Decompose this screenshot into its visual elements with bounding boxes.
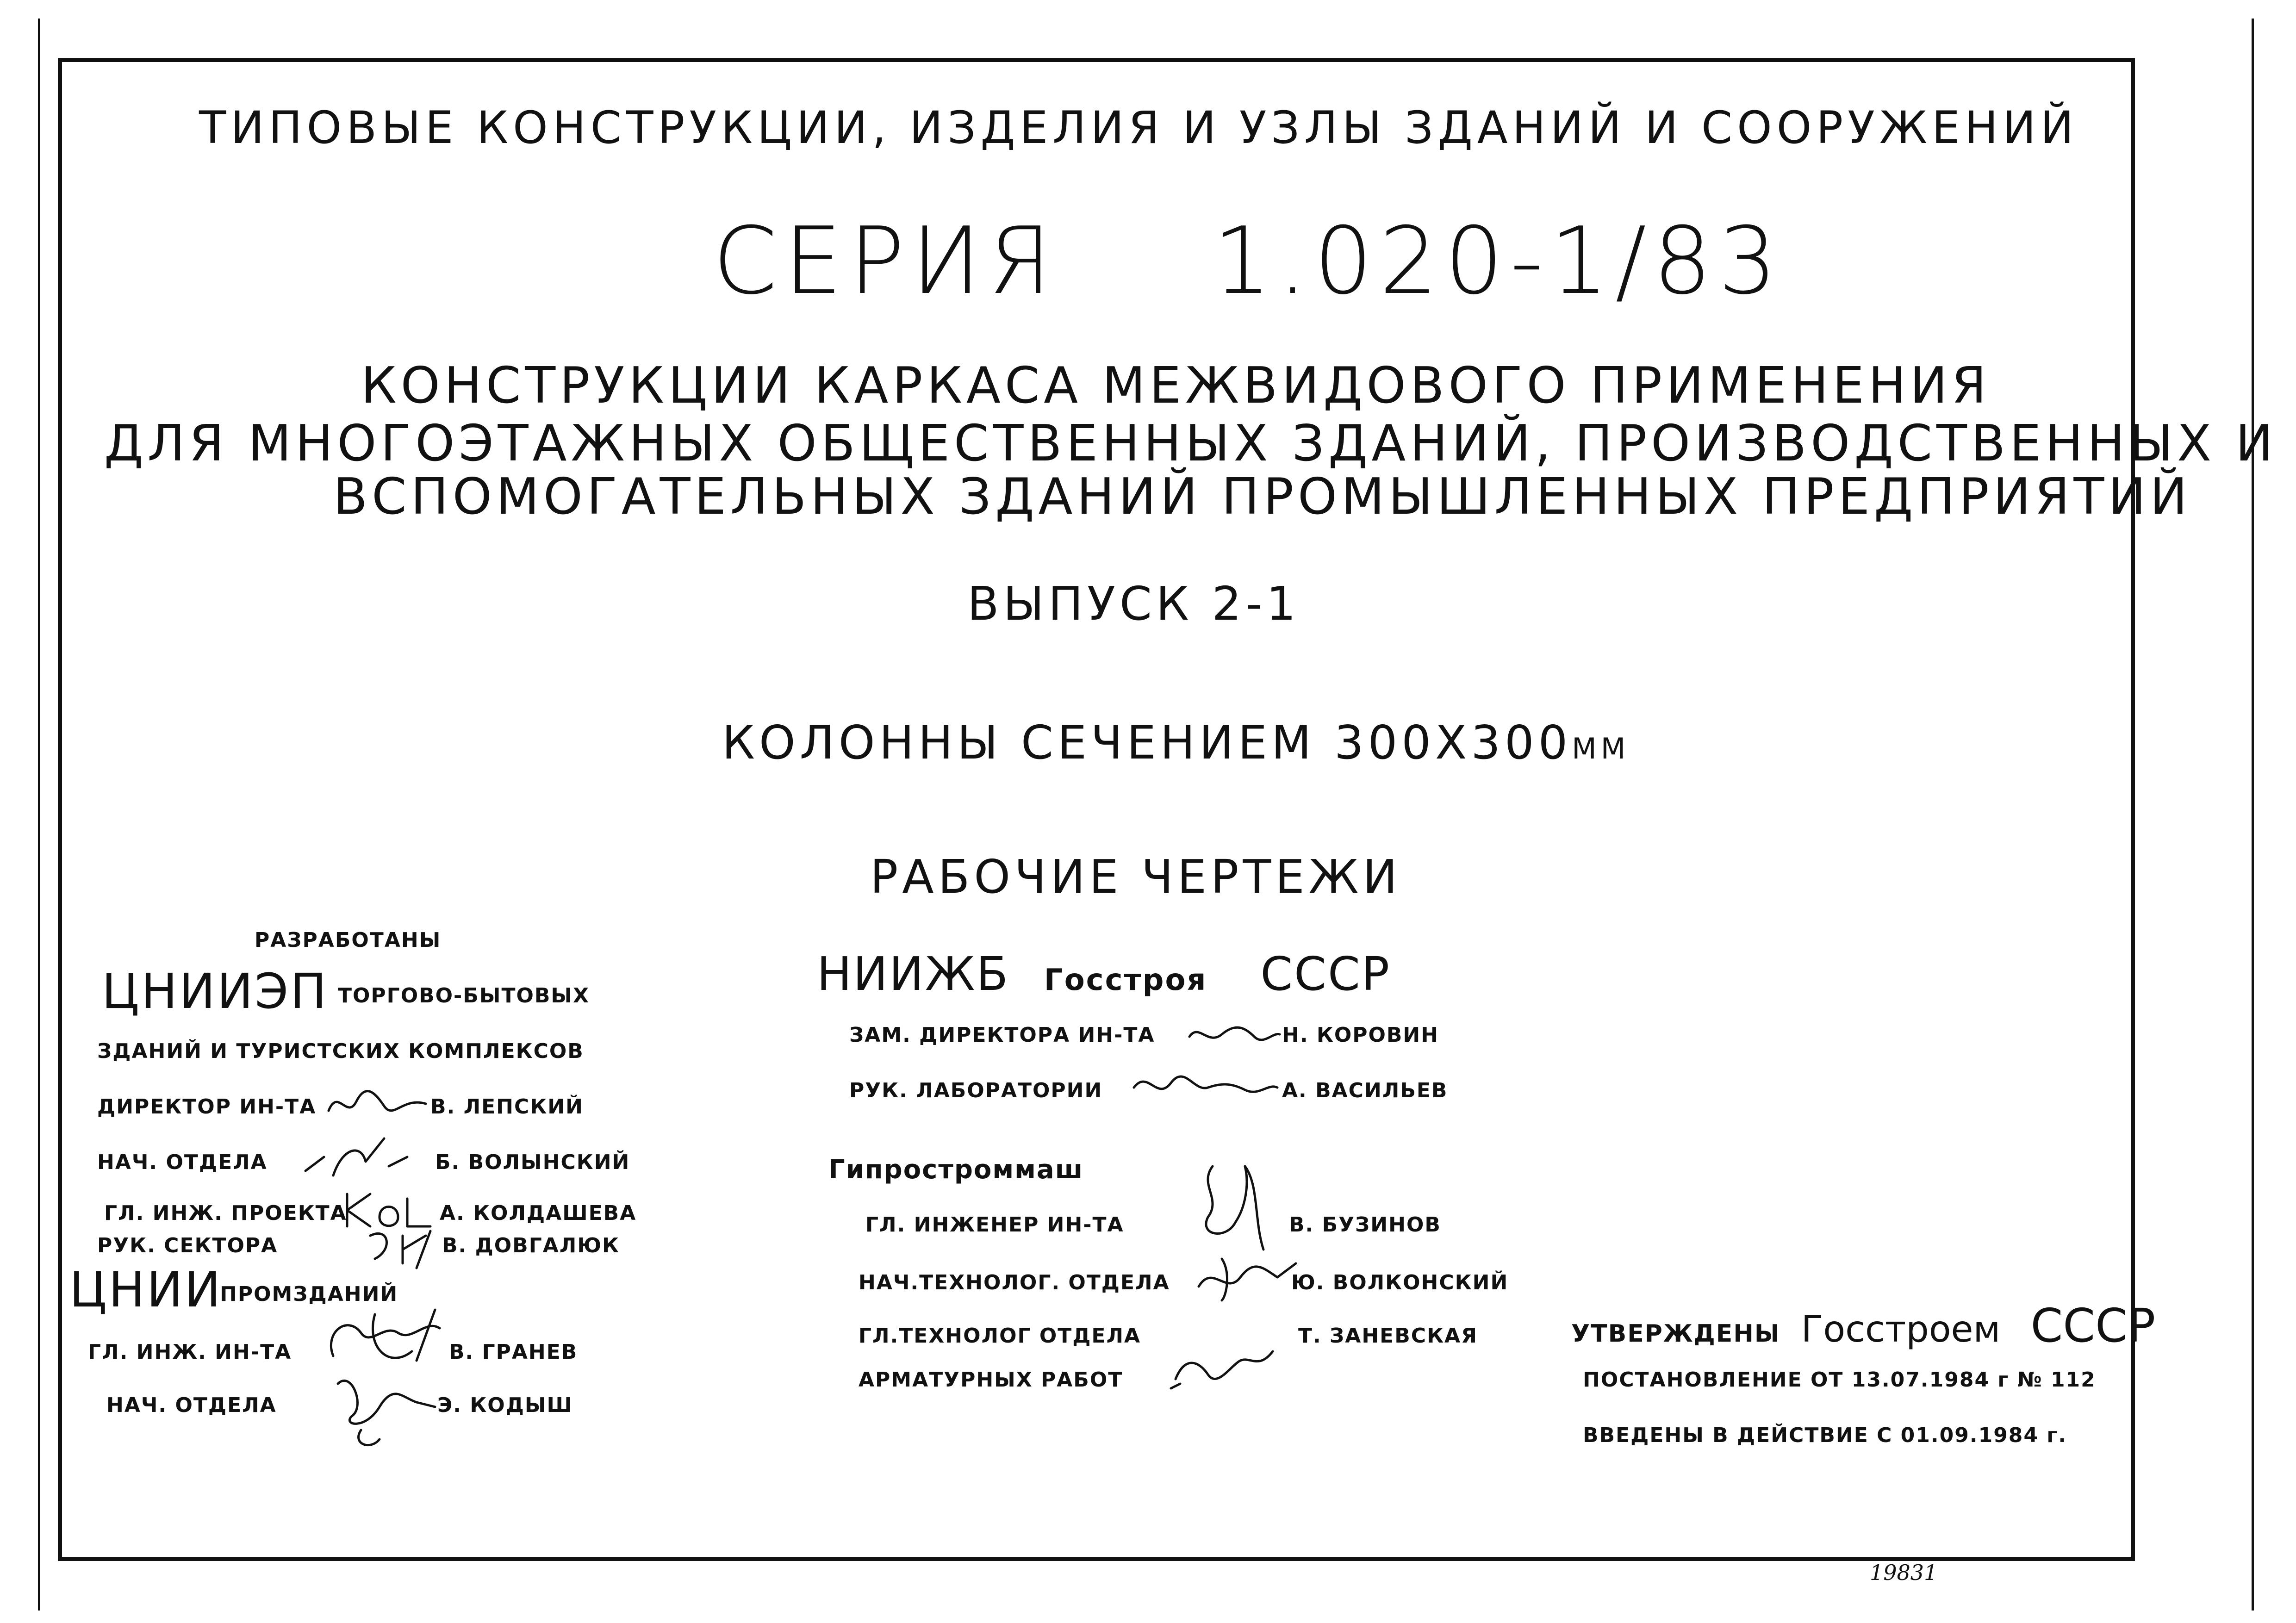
left-role-6: НАЧ. ОТДЕЛА bbox=[106, 1393, 277, 1417]
left-role-1: ДИРЕКТОР ИН-ТА bbox=[97, 1095, 317, 1119]
center-name-5: Т. ЗАНЕВСКАЯ bbox=[1298, 1324, 1478, 1348]
signature-kodysh bbox=[324, 1365, 444, 1453]
subtitle-line-3: ВСПОМОГАТЕЛЬНЫХ ЗДАНИЙ ПРОМЫШЛЕННЫХ ПРЕДПРИЯТИЙ bbox=[333, 468, 2192, 526]
approval-line bbox=[1571, 1299, 2156, 1353]
working-drawings-title: РАБОЧИЕ ЧЕРТЕЖИ bbox=[870, 850, 1402, 904]
center-role-4: НАЧ.ТЕХНОЛОГ. ОТДЕЛА bbox=[859, 1271, 1170, 1294]
left-role-3: ГЛ. ИНЖ. ПРОЕКТА bbox=[104, 1201, 347, 1225]
org-giprostrommash: Гипростроммаш bbox=[828, 1155, 1084, 1185]
left-edge-line bbox=[38, 19, 40, 1611]
signature-vasiliev bbox=[1129, 1069, 1282, 1106]
center-name-2: А. ВАСИЛЬЕВ bbox=[1282, 1079, 1448, 1102]
developed-label: РАЗРАБОТАНЫ bbox=[255, 928, 442, 952]
signature-lepsky bbox=[324, 1083, 430, 1125]
document-header: ТИПОВЫЕ КОНСТРУКЦИИ, ИЗДЕЛИЯ И УЗЛЫ ЗДАНИЙ И СООРУЖЕНИЙ bbox=[199, 102, 2078, 154]
org-tsniiep-desc-1: ТОРГОВО-БЫТОВЫХ bbox=[338, 984, 590, 1007]
approved-label: УТВЕРЖДЕНЫ bbox=[1571, 1320, 1780, 1348]
subtitle-line-2: ДЛЯ МНОГОЭТАЖНЫХ ОБЩЕСТВЕННЫХ ЗДАНИЙ, ПРОИЗВОДСТВЕННЫХ И bbox=[104, 415, 2277, 473]
center-role-5: ГЛ.ТЕХНОЛОГ ОТДЕЛА bbox=[859, 1324, 1141, 1348]
subtitle-line-1: КОНСТРУКЦИИ КАРКАСА МЕЖВИДОВОГО ПРИМЕНЕНИЯ bbox=[361, 357, 1991, 415]
signature-dovgalyuk bbox=[361, 1222, 454, 1273]
left-name-2: Б. ВОЛЫНСКИЙ bbox=[435, 1150, 630, 1174]
org-tsnii: ЦНИИ bbox=[69, 1262, 223, 1318]
org-niizhb bbox=[817, 947, 1391, 1001]
signature-volkonsky bbox=[1194, 1250, 1300, 1305]
center-name-1: Н. КОРОВИН bbox=[1282, 1023, 1439, 1047]
columns-unit: ММ bbox=[1572, 732, 1630, 765]
columns-title bbox=[722, 715, 1630, 770]
org-niizhb-name: НИИЖБ bbox=[817, 947, 1010, 1001]
center-name-3: В. БУЗИНОВ bbox=[1289, 1213, 1441, 1237]
org-tsniiep-desc-2: ЗДАНИЙ И ТУРИСТСКИХ КОМПЛЕКСОВ bbox=[97, 1039, 584, 1063]
left-name-6: Э. КОДЫШ bbox=[437, 1393, 573, 1417]
org-niizhb-sub: Госстроя bbox=[1044, 963, 1207, 997]
left-name-5: В. ГРАНЕВ bbox=[449, 1340, 578, 1364]
approved-by: Госстроем bbox=[1801, 1309, 2001, 1350]
issue-number: ВЫПУСК 2-1 bbox=[967, 577, 1300, 631]
approved-country: СССР bbox=[2030, 1299, 2156, 1353]
org-tsnii-desc: ПРОМЗДАНИЙ bbox=[220, 1282, 398, 1306]
archive-number: 19831 bbox=[1870, 1560, 1938, 1585]
signature-korovin bbox=[1185, 1018, 1282, 1051]
org-tsniiep: ЦНИИЭП bbox=[102, 963, 329, 1020]
center-role-3: ГЛ. ИНЖЕНЕР ИН-ТА bbox=[865, 1213, 1124, 1237]
right-edge-line bbox=[2252, 19, 2254, 1611]
series-label: СЕРИЯ bbox=[713, 207, 1058, 315]
left-role-2: НАЧ. ОТДЕЛА bbox=[97, 1150, 268, 1174]
center-role-2: РУК. ЛАБОРАТОРИИ bbox=[849, 1079, 1103, 1102]
series-number: 1.020-1/83 bbox=[1213, 207, 1784, 315]
org-niizhb-country: СССР bbox=[1260, 947, 1391, 1001]
left-role-5: ГЛ. ИНЖ. ИН-ТА bbox=[88, 1340, 292, 1364]
left-name-3: А. КОЛДАШЕВА bbox=[440, 1201, 637, 1225]
signature-volynsky bbox=[296, 1129, 417, 1185]
center-role-5b: АРМАТУРНЫХ РАБОТ bbox=[859, 1368, 1123, 1392]
approval-decree: ПОСТАНОВЛЕНИЕ ОТ 13.07.1984 г № 112 bbox=[1583, 1368, 2096, 1392]
center-name-4: Ю. ВОЛКОНСКИЙ bbox=[1291, 1271, 1509, 1294]
left-name-1: В. ЛЕПСКИЙ bbox=[430, 1095, 584, 1119]
signature-zanevskaya bbox=[1166, 1342, 1282, 1393]
signature-buzinov bbox=[1185, 1157, 1277, 1263]
center-role-1: ЗАМ. ДИРЕКТОРА ИН-ТА bbox=[849, 1023, 1155, 1047]
left-name-4: В. ДОВГАЛЮК bbox=[442, 1234, 620, 1257]
left-role-4: РУК. СЕКТОРА bbox=[97, 1234, 278, 1257]
columns-title-text: КОЛОННЫ СЕЧЕНИЕМ 300Х300 bbox=[722, 715, 1572, 770]
approval-effective: ВВЕДЕНЫ В ДЕЙСТВИЕ С 01.09.1984 г. bbox=[1583, 1424, 2067, 1447]
